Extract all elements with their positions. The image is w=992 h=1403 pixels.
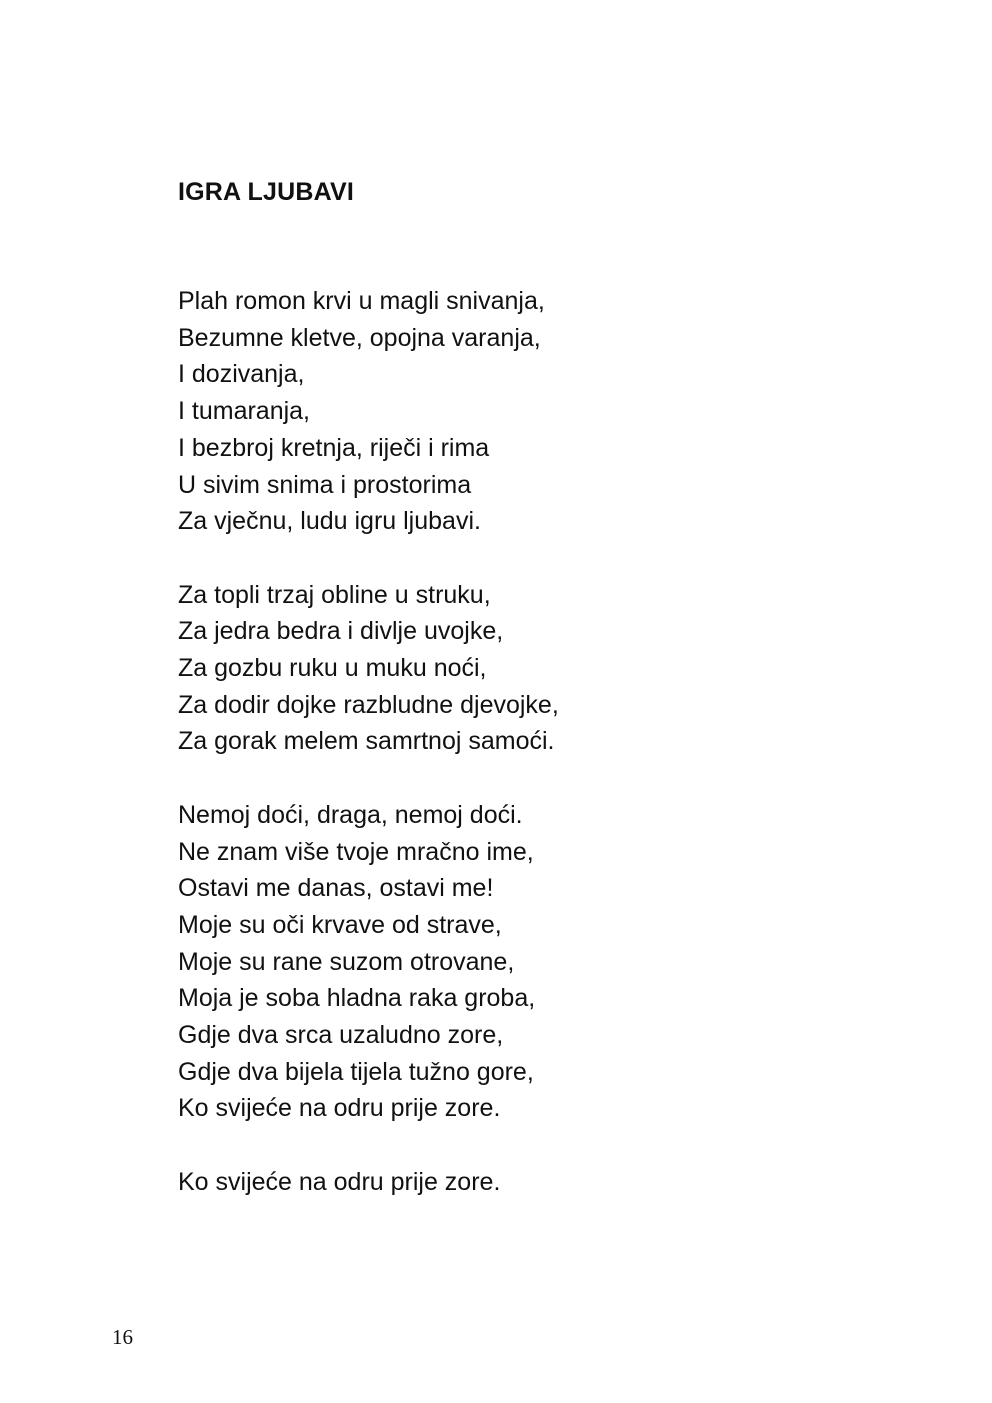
- poem-line: I dozivanja,: [178, 360, 305, 389]
- poem-line: Ostavi me danas, ostavi me!: [178, 874, 494, 903]
- poem-body: [178, 283, 559, 1237]
- poem-line: Plah romon krvi u magli snivanja,: [178, 287, 545, 315]
- poem-line: U sivim snima i prostorima: [178, 470, 472, 499]
- poem-line: Ne znam više tvoje mračno ime,: [178, 837, 534, 866]
- poem-line: Za vječnu, ludu igru ljubavi.: [178, 507, 481, 536]
- poem-line: Za dodir dojke razbludne djevojke,: [178, 690, 559, 719]
- poem-line: Ko svijeće na odru prije zore.: [178, 1167, 501, 1196]
- stanza-2: [178, 577, 559, 761]
- poem-line: I tumaranja,: [178, 397, 311, 426]
- poem-title: IGRA LJUBAVI: [178, 178, 355, 206]
- stanza-3: [178, 797, 559, 1127]
- stanza-4: [178, 1164, 559, 1201]
- page-number: 16: [112, 1325, 133, 1349]
- poem-line: Za gozbu ruku u muku noći,: [178, 654, 487, 683]
- poem-line: Moje su rane suzom otrovane,: [178, 947, 515, 976]
- poem-line: Bezumne kletve, opojna varanja,: [178, 323, 541, 352]
- poem-line: Za topli trzaj obline u struku,: [178, 580, 491, 609]
- poem-line: Moja je soba hladna raka groba,: [178, 984, 536, 1013]
- poem-line: Za jedra bedra i divlje uvojke,: [178, 617, 504, 646]
- poem-line: Moje su oči krvave od strave,: [178, 910, 502, 939]
- poem-line: Gdje dva srca uzaludno zore,: [178, 1021, 504, 1050]
- poem-line: Za gorak melem samrtnoj samoći.: [178, 727, 555, 756]
- poem-line: Gdje dva bijela tijela tužno gore,: [178, 1057, 534, 1086]
- poem-line: Ko svijeće na odru prije zore.: [178, 1094, 501, 1123]
- poem-line: Nemoj doći, draga, nemoj doći.: [178, 800, 523, 829]
- poem-line: I bezbroj kretnja, riječi i rima: [178, 433, 490, 462]
- stanza-1: [178, 283, 559, 540]
